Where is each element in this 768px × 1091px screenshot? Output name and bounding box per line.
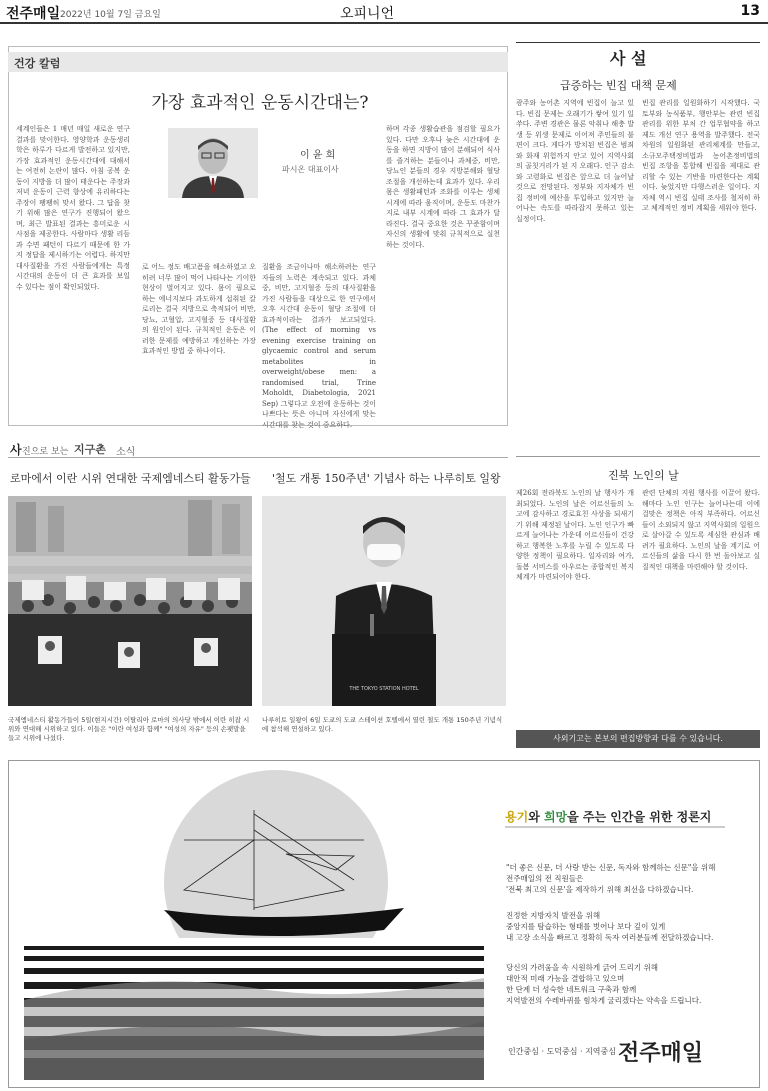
ad-line: 당신의 가려움을 속 시원하게 긁어 드리기 위해 — [506, 963, 658, 972]
ad-footer-tagline: 인간중심 · 도덕중심 · 지역중심 — [508, 1047, 616, 1056]
editorial-top-rule — [516, 42, 760, 43]
ad-slogan-hope: 희망 — [543, 810, 568, 824]
ad-slogan — [505, 808, 711, 825]
author-photo — [168, 128, 258, 198]
editorial-body-2b: 관련 단체의 지원 행사를 이끌어 왔다. 해마다 노인 인구는 늘어나는데 이에 걸맞은 정책은 아직 부족하다. 어르신들이 소외되지 않고 지역사회의 일원으로 살아갈 수 있도록 세심한 관심과 배려가 필요하다. 노인의 날을 계기로 어르신들의 삶을 다시 한 번 돌아보고 실질적인 대책을 마련해야 할 것이다. — [642, 489, 760, 571]
ad-slogan-underline — [505, 826, 725, 828]
health-column-text-1: 세계인들은 1 매년 매일 새로운 연구 결과를 맞이한다. 영양학과 운동생리학은 하루가 다르게 발전하고 있지만, 가장 효과적인 운동시간대에 대해서는 여전히 논란이 많다. 아침 공복 운동이 지방을 더 많이 태운다는 주장과 저녁 운동이 근력 향상에 유리하다는 주장이 팽팽히 맞서 왔다. 그 답을 찾기 위해 많은 연구가 진행되어 왔으며, 최근 발표된 결과는 흥미로운 시사점을 제공한다. 사람마다 생활 리듬과 수면 패턴이 다르기 때문에 한 가지 정답을 제시하기는 어렵다. 하지만 대사질환을 가진 사람들에게는 특정 시간대의 운동이 더 큰 효과를 보일 수 있다는 점이 확인되었다. — [16, 125, 130, 291]
ad-line: 대안적 미래 가능을 결합하고 있으며 — [506, 974, 625, 983]
podium-text: THE TOKYO STATION HOTEL — [349, 686, 419, 692]
photo2-title: '철도 개통 150주년' 기념사 하는 나루히토 일왕 — [272, 472, 501, 485]
health-column-text-4: 하며 각종 생활습관을 점검할 필요가 있다. 다만 오후나 늦은 시간대에 운동을 하면 지방이 많이 분해되어 식사를 즐겨하는 분들이나 과체중, 비만, 당뇨인 분들의 경우 지방분해와 혈당조절을 개선하는데 효과가 있다. 우리 몸은 생활패턴과 조화를 이루는 생체시계에 따라 움직이며, 운동도 마찬가지로 내부 시계에 따라 그 효과가 달라진다. 결국 중요한 것은 꾸준함이며 자신의 생활에 맞춰 규칙적으로 실천하는 것이다. — [386, 125, 500, 249]
issue-date: 2022년 10월 7일 금요일 — [60, 10, 161, 20]
author-name: 이 윤 희 — [300, 150, 336, 161]
photo2-caption: 나루히토 일왕이 6일 도쿄의 도쿄 스테이션 호텔에서 열린 철도 개통 150주년 기념식에 참석해 연설하고 있다. — [262, 716, 503, 733]
ad-line: 중앙지를 탐습하는 형태를 벗어나 보다 깊이 있게 — [506, 922, 666, 931]
photo-news-head-b: 진으로 보는 — [22, 447, 69, 457]
sailboat-illustration — [24, 770, 484, 1080]
author-title: 파시온 대표이사 — [282, 165, 339, 174]
health-column-label: 건강 칼럼 — [14, 57, 61, 70]
editorial-body-1a: 광주와 농어촌 지역에 빈집이 늘고 있다. 빈집 문제는 오래기가 쌓여 있기 일쑤다. 주변 경관은 물론 악취나 해충 발생 등 위생 문제로 이어져 주민들의 불편이 크다. 게다가 방치된 빈집은 범죄와 화재 위험까지 안고 있어 지역사회의 골칫거리가 된 지 오래다. 인구 감소와 고령화로 빈집은 앞으로 더 늘어날 것으로 전망된다. 정부와 지자체가 빈집 정비에 예산을 투입하고 있지만 늘어나는 속도를 따라잡지 못하고 있는 실정이다. — [516, 99, 634, 223]
ad-footer-logo: 전주매일 — [618, 1041, 704, 1066]
ad-line: '전북 최고의 신문'을 제작하기 위해 최선을 다하겠습니다. — [506, 885, 694, 894]
photo-news-head-c: 지구촌 — [74, 443, 106, 456]
ad-line: 한 단계 더 성숙한 네트워크 구축과 함께 — [506, 985, 637, 994]
emperor-photo — [262, 496, 506, 706]
ad-slogan-rest: 을 주는 인간을 위한 정론지 — [567, 810, 712, 824]
ad-paragraph-3 — [506, 962, 701, 1006]
newspaper-logo: 전주매일 — [6, 6, 61, 22]
health-column-text-2: 로 어느 정도 배고픔을 해소하였고 오히려 너무 많이 먹어 나타나는 기이한 현상이 벌어지고 있다. 몸이 필요로 하는 에너지보다 과도하게 섭취된 칼로리는 결국 지방으로 축적되어 비만, 당뇨, 고혈압, 고지혈증 등 대사질환의 원인이 된다. 규칙적인 운동은 이러한 문제를 예방하고 개선하는 가장 효과적인 방법 중 하나이다. — [142, 263, 256, 355]
ad-line: 진정한 지방자치 발전을 위해 — [506, 911, 601, 920]
health-column-text-3: 질환을 조금이나마 해소하려는 연구자들의 노력은 계속되고 있다. 과체중, 비만, 고지혈증 등의 대사질환을 가진 사람들을 대상으로 한 연구에서 오후 시간대 운동이 혈당 조절에 더 효과적이라는 결과가 보고되었다. (The effect of morning vs evening exercise training on glycaemic control and serum metabolites in overweight/obese men: a randomised trial, Trine Moholdt, Diabetologia, 2021 Sep) 그렇다고 오전에 운동하는 것이 나쁘다는 뜻은 아니며 자신에게 맞는 시간대를 찾는 것이 중요하다. — [262, 263, 376, 429]
section-title: 오피니언 — [340, 6, 395, 22]
editorial-divider — [516, 456, 760, 457]
ad-slogan-and: 와 — [528, 810, 544, 824]
editorial-label: 사 설 — [610, 49, 647, 68]
ad-paragraph-1 — [506, 862, 715, 895]
ad-slogan-courage: 용기 — [505, 810, 529, 824]
editorial-body-2a: 제26회 전라북도 노인의 날 행사가 개최되었다. 노인의 날은 어르신들의 노고에 감사하고 경로효친 사상을 되새기기 위해 제정된 날이다. 노인 인구가 빠르게 늘어나는 가운데 어르신들이 건강하고 행복한 노후를 누릴 수 있도록 다양한 정책이 필요하다. 일자리와 여가, 돌봄 서비스를 아우르는 종합적인 복지 체계가 마련되어야 한다. — [516, 489, 634, 581]
editorial-disclaimer: 사외기고는 본보의 편집방향과 다를 수 있습니다. — [516, 730, 760, 748]
photo1-caption: 국제엠네스티 활동가들이 5일(현지시간) 이탈리아 로마의 의사당 밖에서 이란 히잡 시위와 연대해 시위하고 있다. 이들은 "이란 여성과 함께" "여성의 자유" 등의 손팻말을 들고 시위에 나섰다. — [8, 716, 250, 742]
editorial-title-2: 진북 노인의 날 — [608, 469, 679, 482]
photo1-title: 로마에서 이란 시위 연대한 국제엠네스티 활동가들 — [10, 472, 251, 485]
ad-line: 전주매일의 전 직원들은 — [506, 874, 584, 883]
page-number: 13 — [740, 3, 760, 19]
ad-line: "더 좋은 신문, 더 사랑 받는 신문, 독자와 함께하는 신문"을 위해 — [506, 863, 716, 872]
editorial-body-1b: 빈집 관리를 일원화하기 시작했다. 국토부와 농식품부, 행안부는 관련 빈집 관리를 위한 부처 간 업무협약을 하고 제도 개선 연구 용역을 발주했다. 전국 차원의 일원화된 관리체계를 만들고, 소규모주택정비법과 농어촌정비법의 빈집 조항을 통합해 빈집을 제대로 관리할 수 있는 기반을 마련한다는 계획이다. 늦었지만 다행스러운 일이다. 지자체 역시 빈집 실태 조사를 철저히 하고 체계적인 정비 계획을 세워야 한다. — [642, 99, 760, 212]
ad-line: 지역발전의 수레바퀴를 힘차게 굴리겠다는 약속을 드립니다. — [506, 996, 702, 1005]
health-column-title: 가장 효과적인 운동시간대는? — [151, 93, 369, 113]
photo-news-head-a: 사 — [10, 443, 22, 457]
health-column-bar — [8, 52, 508, 72]
ad-line: 내 고장 소식을 빠르고 정확히 독자 여러분들께 전달하겠습니다. — [506, 933, 714, 942]
protest-photo — [8, 496, 252, 706]
editorial-title-1: 급증하는 빈집 대책 문제 — [560, 79, 677, 92]
photo-news-head-d: 소식 — [116, 447, 136, 458]
ad-paragraph-2 — [506, 910, 713, 943]
